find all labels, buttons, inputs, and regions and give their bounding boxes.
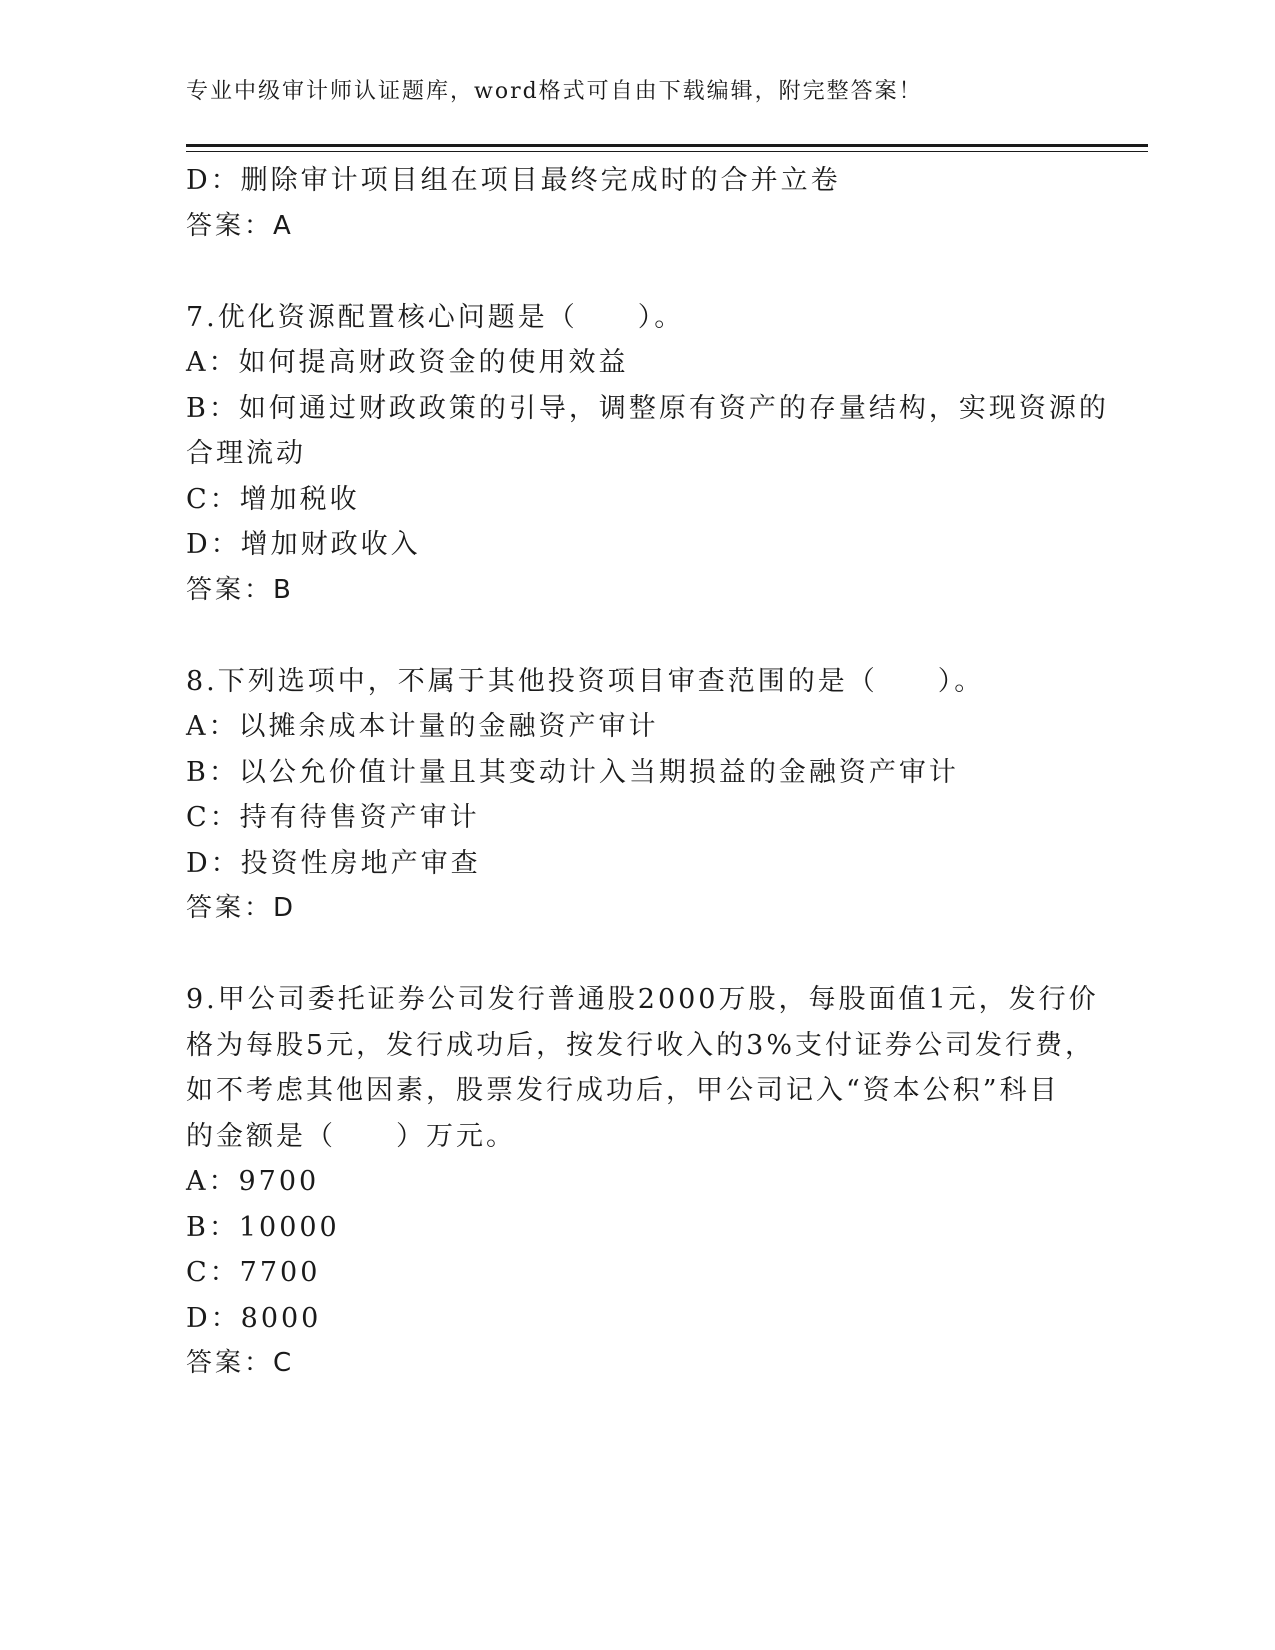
option-a: A：以摊余成本计量的金融资产审计 [186, 711, 659, 742]
question-stem: 8.下列选项中，不属于其他投资项目审查范围的是（ ）。 [186, 665, 985, 697]
option-d: D：投资性房地产审查 [186, 847, 481, 879]
option-d: D：增加财政收入 [186, 529, 421, 560]
answer-line: 答案：B [186, 574, 294, 605]
page-header: 专业中级审计师认证题库，word格式可自由下载编辑，附完整答案！ [186, 79, 923, 104]
spacer [186, 932, 1086, 978]
option-c: C：增加税收 [186, 483, 360, 515]
option-a: A：9700 [186, 1166, 320, 1197]
question-stem-continued: 如不考虑其他因素，股票发行成功后，甲公司记入“资本公积”科目 [186, 1075, 1060, 1106]
question-stem-continued: 格为每股5元，发行成功后，按发行收入的3%支付证券公司发行费， [186, 1029, 1096, 1061]
answer-line: 答案：A [186, 210, 294, 241]
spacer [186, 613, 1086, 659]
document-body [186, 158, 1109, 1387]
answer-line: 答案：D [186, 893, 297, 923]
question-stem-continued: 的金额是（ ）万元。 [186, 1120, 516, 1152]
answer-line: 答案：C [186, 1348, 295, 1378]
question-9 [186, 977, 1099, 1387]
question-7 [186, 295, 1109, 614]
question-stem: 9.甲公司委托证券公司发行普通股2000万股，每股面值1元，发行价 [186, 984, 1099, 1015]
question-6 [186, 158, 1086, 249]
option-d: D：8000 [186, 1302, 322, 1334]
option-c: C：持有待售资产审计 [186, 802, 480, 833]
option-b: B：10000 [186, 1211, 340, 1243]
option-c: C：7700 [186, 1257, 321, 1288]
question-stem: 7.优化资源配置核心问题是（ ）。 [186, 301, 685, 333]
header-rule-thick [186, 144, 1148, 147]
option-b: B：以公允价值计量且其变动计入当期损益的金融资产审计 [186, 756, 959, 788]
spacer [186, 249, 1086, 295]
option-b: B：如何通过财政政策的引导，调整原有资产的存量结构，实现资源的 [186, 392, 1109, 424]
question-8 [186, 659, 1086, 932]
option-d: D：删除审计项目组在项目最终完成时的合并立卷 [186, 165, 841, 196]
header-rule-thin [186, 151, 1148, 152]
option-a: A：如何提高财政资金的使用效益 [186, 347, 629, 378]
option-b-continued: 合理流动 [186, 438, 306, 469]
